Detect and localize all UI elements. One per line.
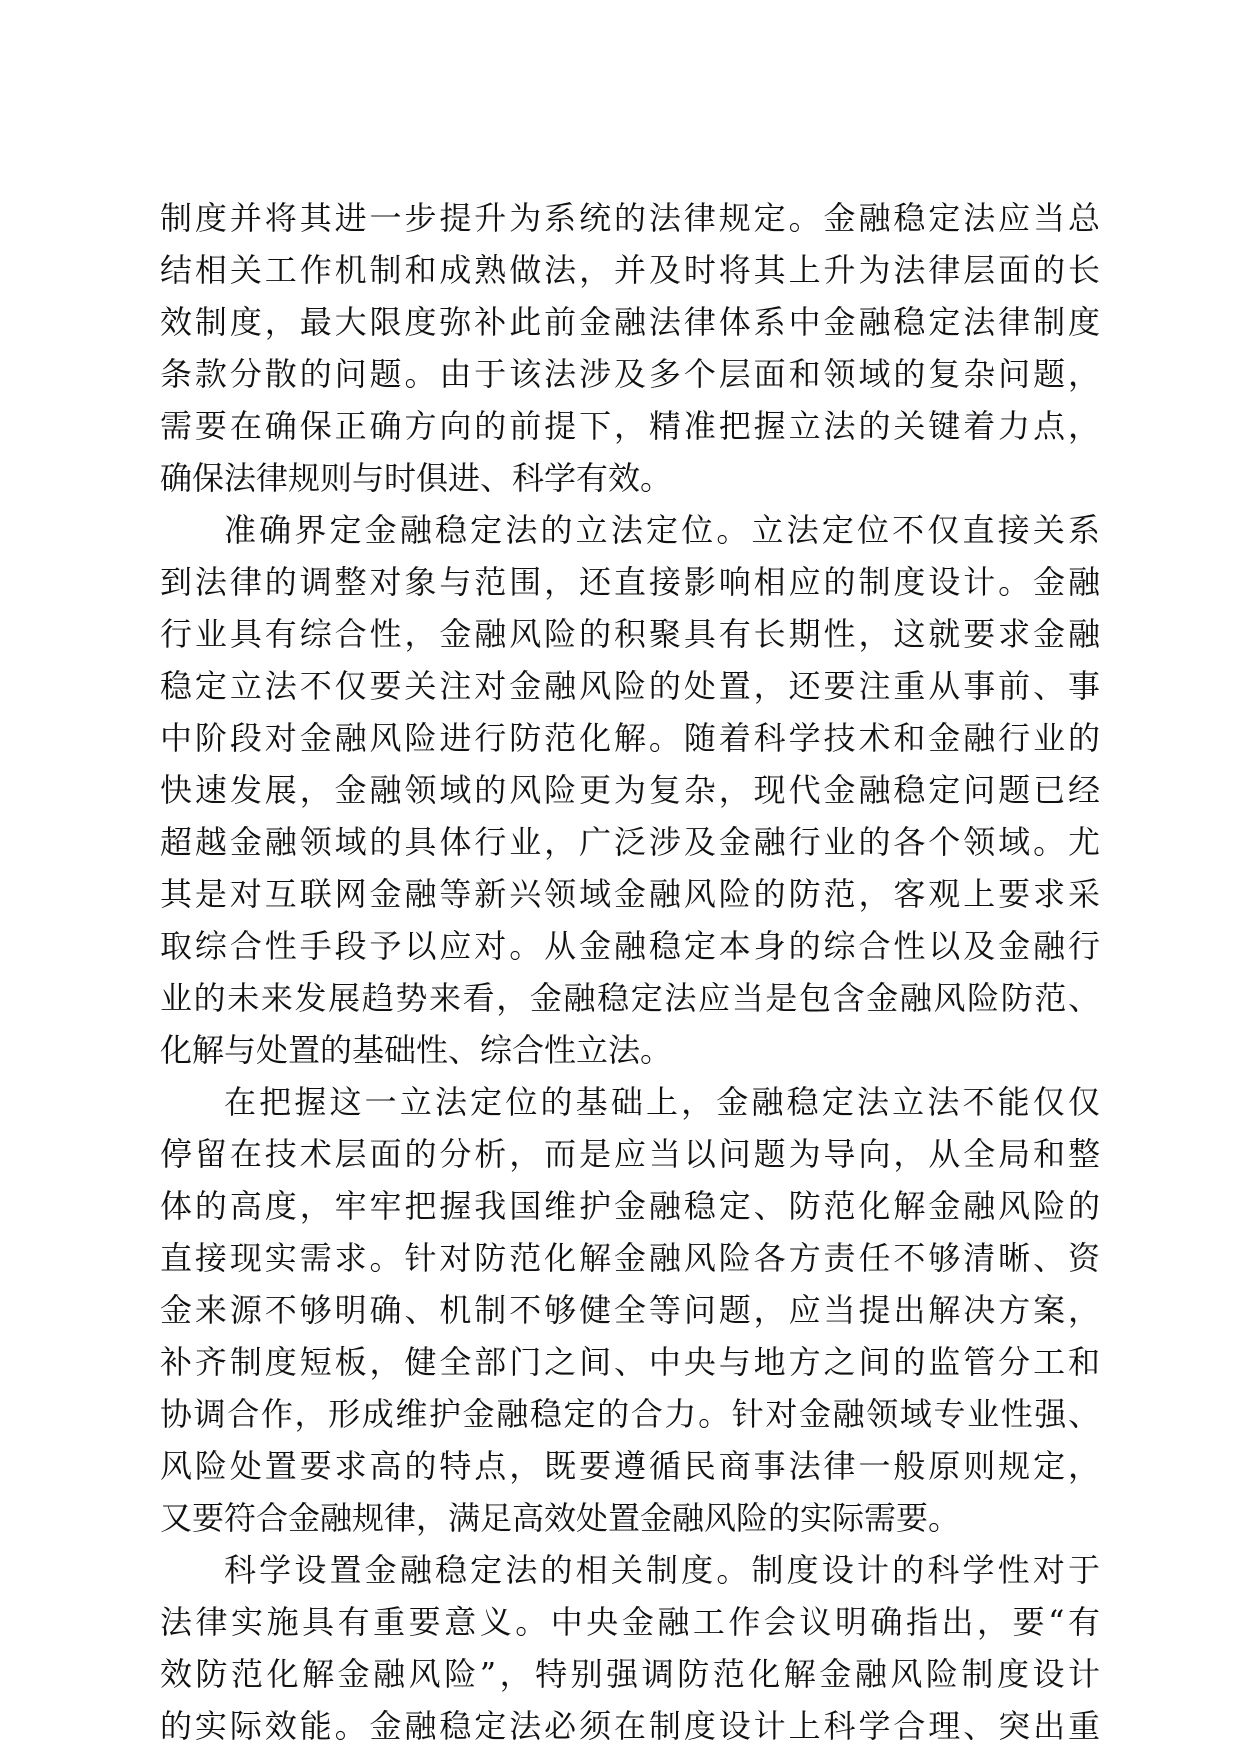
text-line: 效防范化解金融风险”，特别强调防范化解金融风险制度设计	[160, 1655, 1100, 1693]
text-line: 快速发展，金融领域的风险更为复杂，现代金融稳定问题已经	[160, 771, 1100, 809]
document-body	[160, 192, 1100, 1752]
text-line: 协调合作，形成维护金融稳定的合力。针对金融领域专业性强、	[160, 1395, 1100, 1433]
text-line: 又要符合金融规律，满足高效处置金融风险的实际需要。	[160, 1499, 961, 1537]
text-line: 体的高度，牢牢把握我国维护金融稳定、防范化解金融风险的	[160, 1187, 1100, 1225]
text-line: 直接现实需求。针对防范化解金融风险各方责任不够清晰、资	[160, 1239, 1100, 1277]
text-line: 取综合性手段予以应对。从金融稳定本身的综合性以及金融行	[160, 927, 1100, 965]
paragraph-3	[160, 1076, 1100, 1544]
text-line: 补齐制度短板，健全部门之间、中央与地方之间的监管分工和	[160, 1343, 1100, 1381]
paragraph-2	[160, 504, 1100, 1076]
text-line: 在把握这一立法定位的基础上，金融稳定法立法不能仅仅	[224, 1083, 1100, 1121]
text-line: 效制度，最大限度弥补此前金融法律体系中金融稳定法律制度	[160, 303, 1100, 341]
text-line: 停留在技术层面的分析，而是应当以问题为导向，从全局和整	[160, 1135, 1100, 1173]
text-line: 超越金融领域的具体行业，广泛涉及金融行业的各个领域。尤	[160, 823, 1100, 861]
text-line: 条款分散的问题。由于该法涉及多个层面和领域的复杂问题，	[160, 355, 1100, 393]
text-line: 的实际效能。金融稳定法必须在制度设计上科学合理、突出重	[160, 1707, 1100, 1745]
text-line: 行业具有综合性，金融风险的积聚具有长期性，这就要求金融	[160, 615, 1100, 653]
text-line: 到法律的调整对象与范围，还直接影响相应的制度设计。金融	[160, 563, 1100, 601]
paragraph-4	[160, 1544, 1100, 1752]
text-line: 稳定立法不仅要关注对金融风险的处置，还要注重从事前、事	[160, 667, 1100, 705]
text-line: 结相关工作机制和成熟做法，并及时将其上升为法律层面的长	[160, 251, 1100, 289]
text-line: 准确界定金融稳定法的立法定位。立法定位不仅直接关系	[224, 511, 1100, 549]
text-line: 化解与处置的基础性、综合性立法。	[160, 1031, 673, 1069]
text-line: 其是对互联网金融等新兴领域金融风险的防范，客观上要求采	[160, 875, 1100, 913]
paragraph-1	[160, 192, 1100, 504]
text-line: 制度并将其进一步提升为系统的法律规定。金融稳定法应当总	[160, 199, 1100, 237]
text-line: 科学设置金融稳定法的相关制度。制度设计的科学性对于	[224, 1551, 1100, 1589]
text-line: 需要在确保正确方向的前提下，精准把握立法的关键着力点，	[160, 407, 1100, 445]
text-line: 业的未来发展趋势来看，金融稳定法应当是包含金融风险防范、	[160, 979, 1100, 1017]
text-line: 法律实施具有重要意义。中央金融工作会议明确指出，要“有	[160, 1603, 1100, 1641]
text-line: 金来源不够明确、机制不够健全等问题，应当提出解决方案，	[160, 1291, 1100, 1329]
text-line: 风险处置要求高的特点，既要遵循民商事法律一般原则规定，	[160, 1447, 1100, 1485]
text-line: 中阶段对金融风险进行防范化解。随着科学技术和金融行业的	[160, 719, 1100, 757]
text-line: 确保法律规则与时俱进、科学有效。	[160, 459, 673, 497]
